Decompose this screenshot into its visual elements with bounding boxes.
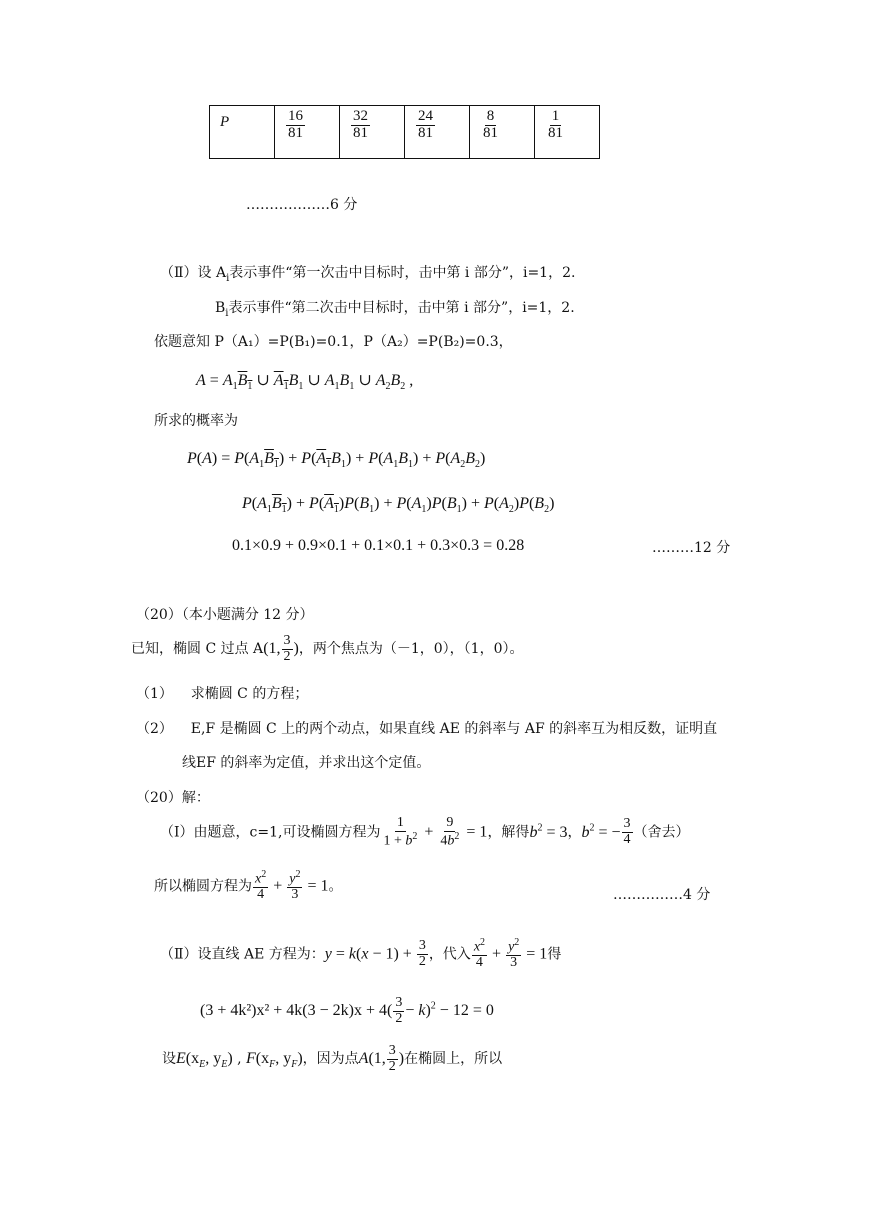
q20-header: （20）（本小题满分 12 分） — [136, 607, 314, 623]
table-row — [210, 106, 600, 159]
table-cell: $\frac{24}{81}$ — [405, 106, 470, 159]
event-formula: $A = A_1B_1$ ∪ $A_1B_1$ ∪ $A_1B_1$ ∪ $A_2B_2$ , — [196, 372, 414, 393]
score-marker-4: ……………4 分 — [613, 887, 711, 903]
table-cell: $\frac{32}{81}$ — [340, 106, 405, 159]
solution-last-line: 设$E(x_E$, $y_E$) , $F(x_F$, $y_F$)，因为点A(1, $\frac{3}{2}$ )在椭圆上，所以 — [162, 1043, 503, 1074]
table-cell: $\frac{1}{81}$ — [535, 106, 600, 159]
table-label: P — [210, 106, 275, 159]
distribution-table — [209, 105, 600, 159]
table-cell: $\frac{16}{81}$ — [275, 106, 340, 159]
prob-formula-1: $P(A) = P(A_1B_1) + P(A_1B_1) + P(A_1B_1) + P(A_2B_2)$ — [187, 450, 486, 471]
table-cell: $\frac{8}{81}$ — [470, 106, 535, 159]
solution-header: （20）解： — [136, 790, 210, 806]
q20-item2: （2） E,F 是椭圆 C 上的两个动点，如果直线 AE 的斜率与 AF 的斜率互为相反数，证明直 — [136, 721, 718, 737]
prob-intro: 所求的概率为 — [154, 413, 238, 429]
score-marker-12: ………12 分 — [652, 540, 731, 556]
part2-line2: $B_i$表示事件“第二次击中目标时，击中第 i 部分”，i=1，2. — [215, 300, 575, 319]
part2-line3: 依题意知 P（A₁）=P(B₁)=0.1，P（A₂）=P(B₂)=0.3， — [154, 334, 513, 350]
score-marker-6: ………………6 分 — [246, 197, 358, 213]
part2-line1: （Ⅱ）设 $A_i$表示事件“第一次击中目标时，击中第 i 部分”，i=1，2. — [160, 265, 576, 284]
prob-formula-2: $P(A_1B_1) + P(A_1)P(B_1) + P(A_1)P(B_1) + P(A_2)P(B_2)$ — [242, 495, 555, 516]
quadratic-equation: (3 + 4k²)x² + 4k(3 − 2k)x + 4( $\frac{3}{2}$ − k)$^2$ − 12 = 0 — [200, 995, 494, 1026]
q20-given: 已知，椭圆 C 过点 A(1, $\frac{3}{2}$ )，两个焦点为（－1，0），（1，0）。 — [131, 633, 524, 664]
prob-calc: 0.1×0.9 + 0.9×0.1 + 0.1×0.1 + 0.3×0.3 = 0.28 — [232, 537, 525, 554]
solution-part1: （Ⅰ）由题意，c=1,可设椭圆方程为 $\frac{1}{1 + b^2}$ + $\frac{9}{4b^2}$ = 1，解得$b^2 = 3$，$b^2$ = − $\frac{3}{4}$ （舍去） — [160, 815, 690, 849]
solution-part2: （Ⅱ）设直线 AE 方程为：y = k(x − 1) + $\frac{3}{2}$ ，代入 $\frac{x^2}{4}$ + $\frac{y^2}{3}$ = 1得 — [160, 937, 562, 971]
q20-item1: （1） 求椭圆 C 的方程； — [136, 686, 309, 702]
q20-item2-cont: 线EF 的斜率为定值，并求出这个定值。 — [182, 755, 431, 771]
solution-ellipse: 所以椭圆方程为 $\frac{x^2}{4}$ + $\frac{y^2}{3}$ = 1。 — [154, 869, 343, 903]
